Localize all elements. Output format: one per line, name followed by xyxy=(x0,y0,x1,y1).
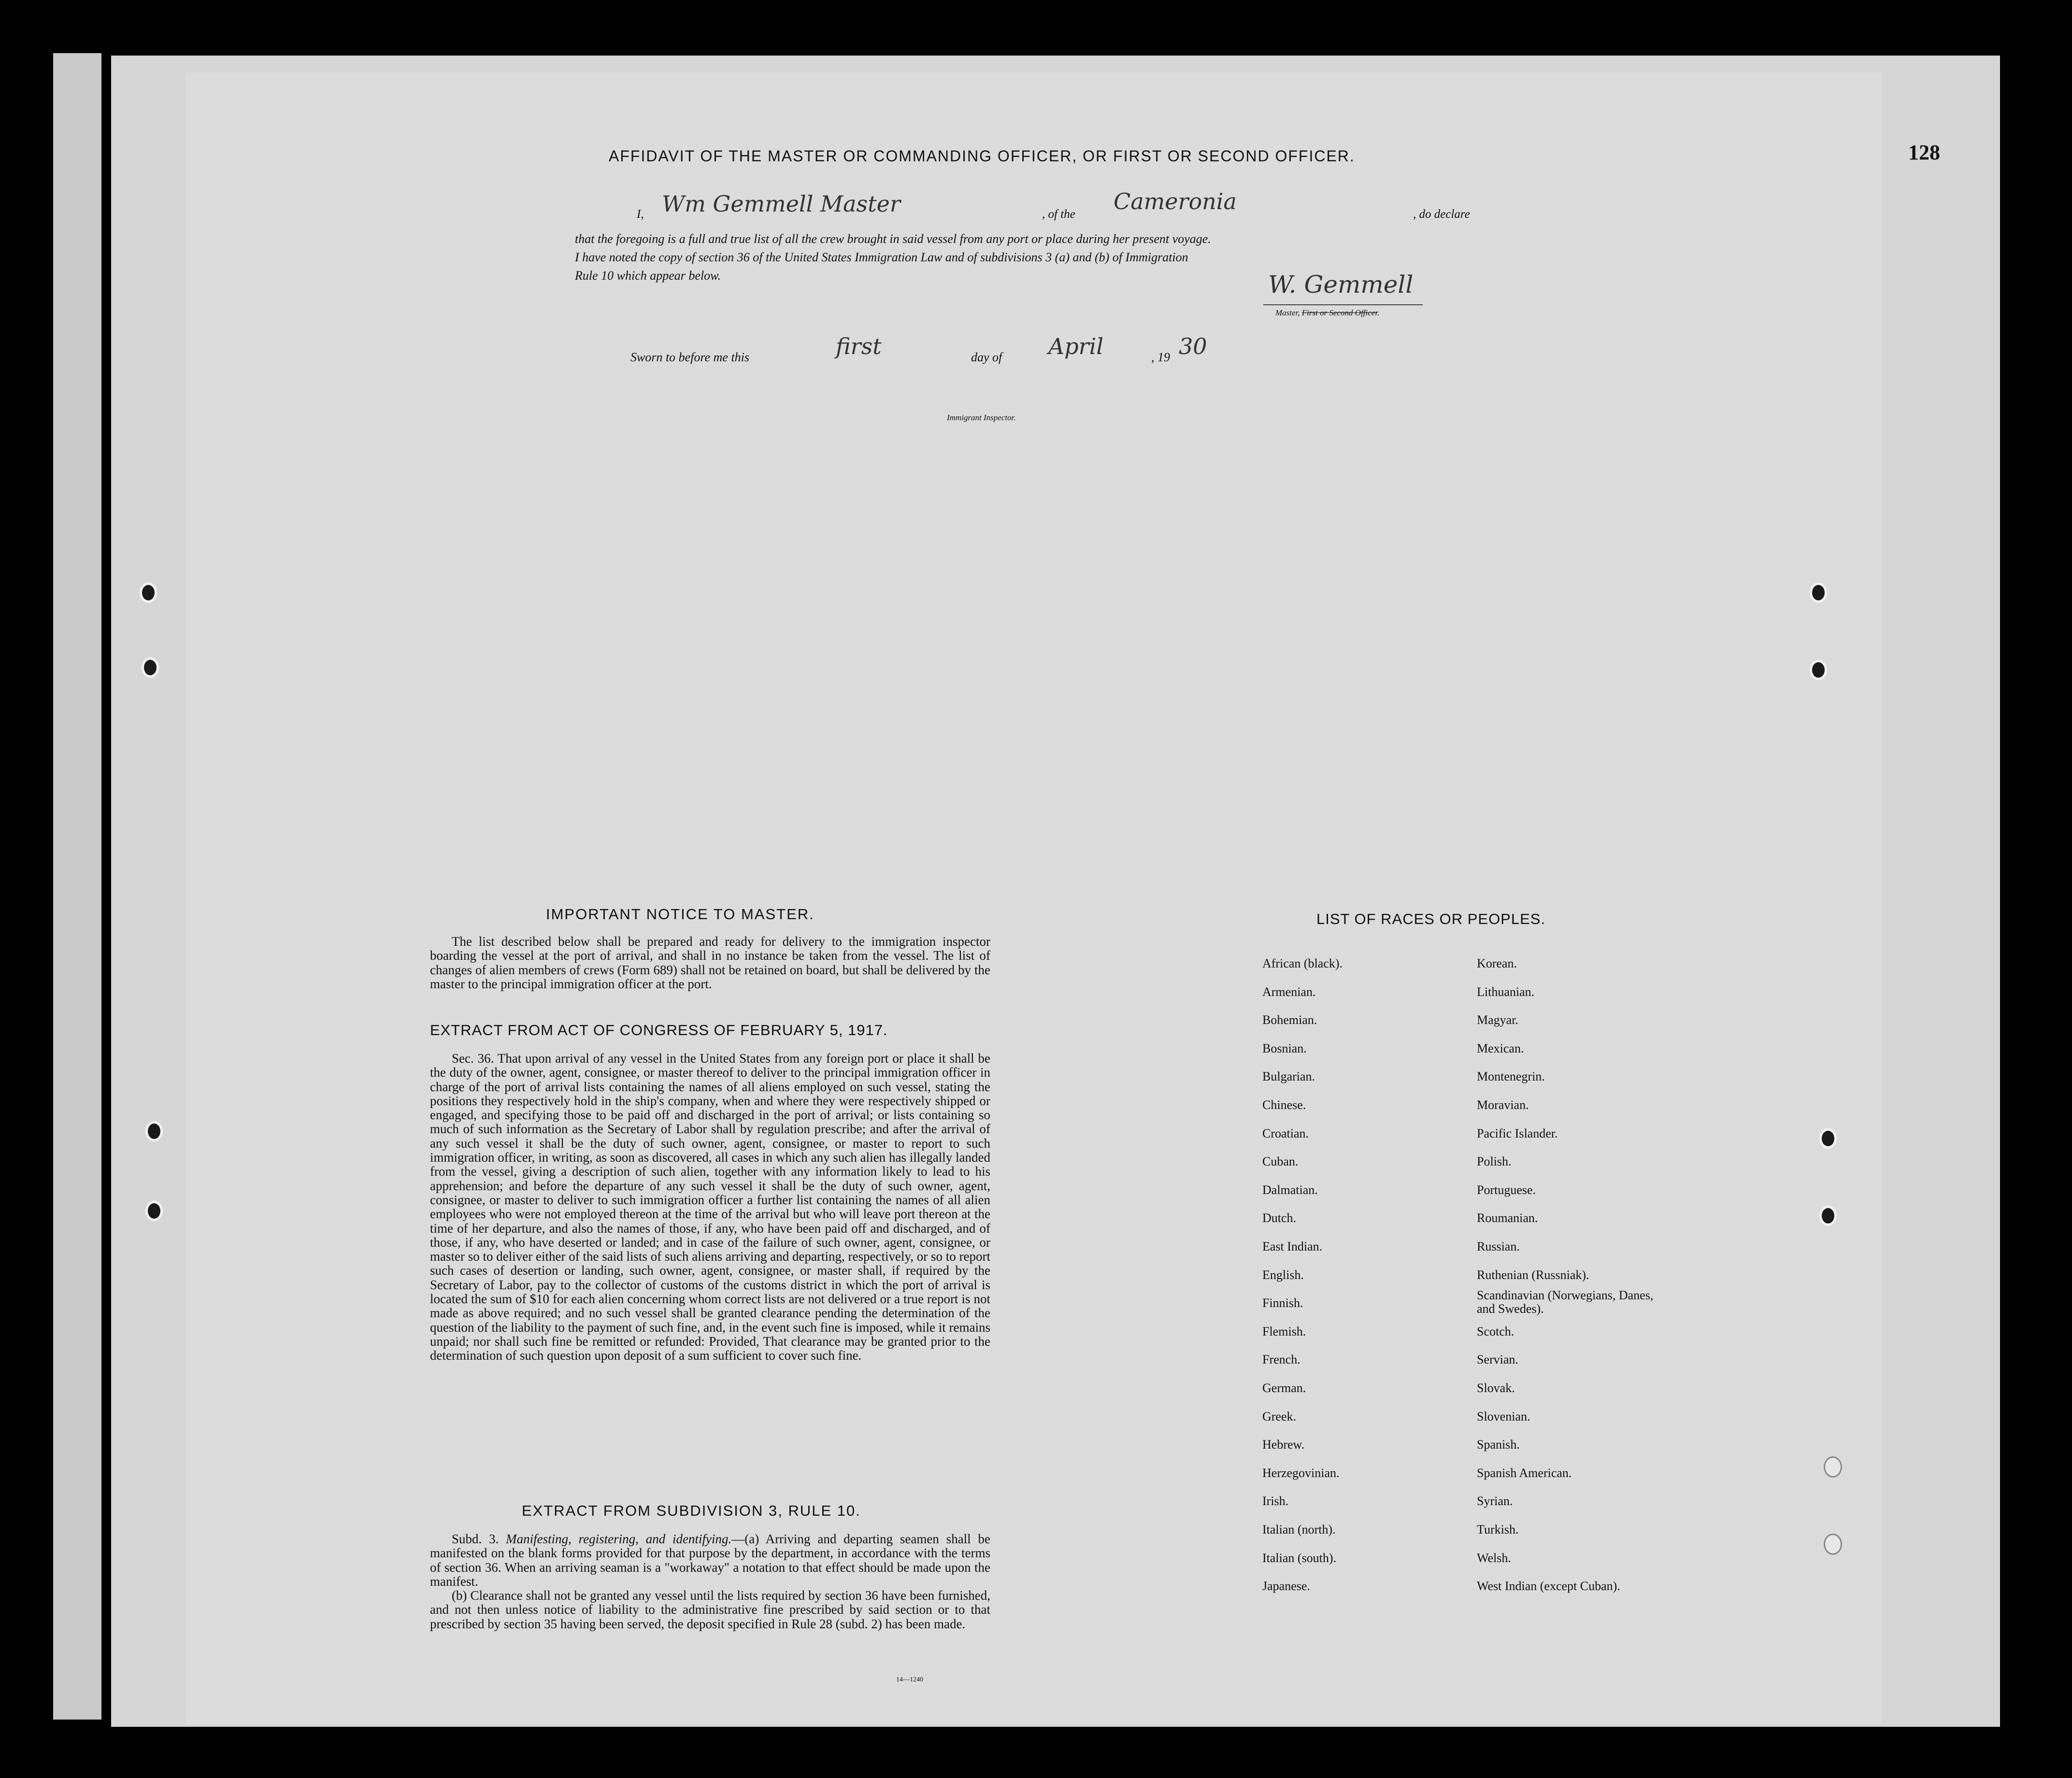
subd-3-text-a: —(a) Arriving and departing seamen shall be manifested on the blank forms provided for that purpose by the department, in accordance with the terms of section 36. When an arriving seaman is a "workaway" a notation to that effect should be made upon the manifest. xyxy=(430,1532,990,1589)
affidavit-i-label: I, xyxy=(637,208,644,221)
year-handwritten: 30 xyxy=(1179,333,1207,359)
race-item: African (black). xyxy=(1262,956,1343,970)
punch-hole xyxy=(1824,1456,1842,1478)
race-item: Spanish American. xyxy=(1477,1465,1572,1480)
sworn-label: Sworn to before me this xyxy=(630,350,750,364)
race-item: Finnish. xyxy=(1262,1296,1303,1310)
race-item: Korean. xyxy=(1477,956,1517,970)
notice-paragraph xyxy=(430,935,990,991)
race-item: Cuban. xyxy=(1262,1154,1299,1169)
extract1-heading: EXTRACT FROM ACT OF CONGRESS OF FEBRUARY 5, 1917. xyxy=(430,1022,888,1038)
race-item: Magyar. xyxy=(1477,1013,1518,1027)
signature-caption xyxy=(1275,308,1379,318)
punch-hole xyxy=(1824,1534,1842,1555)
race-item: Polish. xyxy=(1477,1154,1512,1169)
race-item: Lithuanian. xyxy=(1477,984,1535,999)
race-item: Mexican. xyxy=(1477,1041,1524,1055)
subd-3-text-b: (b) Clearance shall not be granted any vessel until the lists required by section 36 have been furnished, and not then unless notice of liability to the administrative fine prescribed by said section or to that prescribed by section 35 having been served, the deposit specified in Rule 28 (subd. 2) has been made. xyxy=(430,1588,990,1631)
section-36-text: That upon arrival of any vessel in the United States from any foreign port or place it shall be the duty of the owner, agent, consignee, or master thereof to deliver to the principal immigration officer in charge of the port of arrival lists containing the names of all aliens employed on such vessel, stating the positions they respectively hold in the ship's company, when and where they were respectively shipped or engaged, and specifying those to be paid off and discharged in the port of arrival; or lists containing so much of such information as the Secretary of Labor shall by regulation prescribe; and after the arrival of any such vessel it shall be the duty of such owner, agent, consignee, or master to report to such immigration officer, in writing, as soon as discovered, all cases in which any such alien has illegally landed from the vessel, giving a description of such alien, together with any information likely to lead to his apprehension; and before the departure of any such vessel it shall be the duty of such owner, agent, consignee, or master to deliver to such immigration officer a further list containing the names of all alien employees who were not employed thereon at the time of the arrival but who will leave port thereon at the time of her departure, and also the names of those, if any, who have been paid off and discharged, and of those, if any, who have deserted or landed; and in case of the failure of such owner, agent, consignee, or master so to deliver either of the said lists of such aliens arriving and departing, respectively, or so to report such cases of desertion or landing, such owner, agent, consignee, or master shall, if required by the Secretary of Labor, pay to the collector of customs of the customs district in which the port of arrival is located the sum of $10 for each alien concerning whom correct lists are not delivered or a true report is not made as above required; and no such vessel shall be granted clearance pending the determination of the question of the liability to the payment of such fine, and, in the event such fine is imposed, while it remains unpaid; nor shall such fine be remitted or refunded: Provided, That clearance may be granted prior to the determination of such question upon deposit of a sum sufficient to cover such fine. xyxy=(430,1051,991,1363)
race-item: Scandinavian (Norwegians, Danes, and Swedes). xyxy=(1477,1288,1654,1316)
punch-hole xyxy=(1809,582,1828,603)
race-item: Armenian. xyxy=(1262,984,1316,999)
affidavit-line-2: that the foregoing is a full and true list of all the crew brought in said vessel from any port or place during her present voyage. xyxy=(575,232,1211,246)
race-item: Turkish. xyxy=(1477,1522,1519,1536)
punch-hole xyxy=(145,1200,163,1222)
section-36-label: Sec. 36. xyxy=(452,1051,494,1066)
subd-3-title: Manifesting, registering, and identifying. xyxy=(506,1532,732,1546)
race-item: Bosnian. xyxy=(1262,1041,1307,1055)
race-item: Bohemian. xyxy=(1262,1013,1317,1027)
punch-hole xyxy=(141,657,159,678)
race-item: Croatian. xyxy=(1262,1126,1309,1140)
sworn-day-handwritten: first xyxy=(836,333,882,359)
race-item: Flemish. xyxy=(1262,1324,1306,1338)
punch-hole xyxy=(1809,659,1828,681)
sworn-month-handwritten: April xyxy=(1048,333,1104,359)
race-item: Irish. xyxy=(1262,1494,1289,1508)
page-number: 128 xyxy=(1908,141,1940,164)
race-item: Hebrew. xyxy=(1262,1437,1305,1452)
race-item: Portuguese. xyxy=(1477,1182,1536,1197)
race-item: Italian (south). xyxy=(1262,1550,1337,1565)
race-item: Moravian. xyxy=(1477,1098,1529,1112)
race-item: Pacific Islander. xyxy=(1477,1126,1558,1140)
affidavit-of-the-label: , of the xyxy=(1042,208,1075,221)
race-item: Japanese. xyxy=(1262,1579,1310,1593)
race-item: Greek. xyxy=(1262,1409,1297,1423)
race-item: Herzegovinian. xyxy=(1262,1465,1340,1480)
affidavit-line-3: I have noted the copy of section 36 of the United States Immigration Law and of subdivisions 3 (a) and (b) of Immigration xyxy=(575,250,1188,264)
form-number: 14—1240 xyxy=(896,1676,923,1683)
race-item: Welsh. xyxy=(1477,1550,1511,1565)
race-item: Ruthenian (Russniak). xyxy=(1477,1267,1589,1282)
subd-3-label: Subd. 3. xyxy=(452,1532,499,1546)
race-item: West Indian (except Cuban). xyxy=(1477,1579,1620,1593)
signature-caption-suffix: . xyxy=(1377,308,1380,317)
race-item: Chinese. xyxy=(1262,1098,1306,1112)
race-item: Dalmatian. xyxy=(1262,1182,1318,1197)
punch-hole xyxy=(145,1121,163,1142)
race-item: Syrian. xyxy=(1477,1494,1513,1508)
race-item: Russian. xyxy=(1477,1239,1520,1253)
affidavit-line-4: Rule 10 which appear below. xyxy=(575,269,721,283)
affidavit-heading: AFFIDAVIT OF THE MASTER OR COMMANDING OFFICER, OR FIRST OR SECOND OFFICER. xyxy=(609,147,1355,165)
races-heading: LIST OF RACES OR PEOPLES. xyxy=(1316,910,1546,927)
race-item: East Indian. xyxy=(1262,1239,1323,1253)
race-item: Dutch. xyxy=(1262,1211,1297,1225)
punch-hole xyxy=(1819,1205,1837,1226)
inspector-caption: Immigrant Inspector. xyxy=(947,413,1016,422)
binder-edge xyxy=(53,53,101,1720)
punch-hole xyxy=(1819,1128,1837,1149)
master-signature: W. Gemmell xyxy=(1268,270,1414,299)
punch-hole xyxy=(139,582,157,603)
document-page xyxy=(186,72,1940,1724)
year-prefix: , 19 xyxy=(1151,350,1170,364)
race-item: Slovenian. xyxy=(1477,1409,1530,1423)
signature-caption-struck: First or Second Officer xyxy=(1301,308,1378,317)
race-item: Italian (north). xyxy=(1262,1522,1336,1536)
extract1-paragraph xyxy=(430,1052,990,1363)
signature-caption-prefix: Master, xyxy=(1275,308,1300,317)
master-signature-line xyxy=(1263,304,1423,305)
extract2-heading: EXTRACT FROM SUBDIVISION 3, RULE 10. xyxy=(522,1502,861,1519)
race-item: English. xyxy=(1262,1267,1304,1282)
day-of-label: day of xyxy=(971,350,1002,364)
race-item: Roumanian. xyxy=(1477,1211,1538,1225)
race-item: Scotch. xyxy=(1477,1324,1515,1338)
race-item: Bulgarian. xyxy=(1262,1069,1315,1084)
race-item: Montenegrin. xyxy=(1477,1069,1545,1084)
affidavit-do-declare: , do declare xyxy=(1413,208,1470,221)
vessel-name-handwritten: Cameronia xyxy=(1114,188,1237,214)
race-item: Spanish. xyxy=(1477,1437,1520,1452)
master-name-handwritten: Wm Gemmell Master xyxy=(662,191,900,217)
extract2-paragraph xyxy=(430,1532,990,1631)
race-item: French. xyxy=(1262,1352,1300,1367)
race-item: German. xyxy=(1262,1381,1306,1395)
notice-text: The list described below shall be prepared and ready for delivery to the immigration inspector boarding the vessel at the port of arrival, and shall in no instance be taken from the vessel. The list of changes of alien members of crews (Form 689) shall not be retained on board, but shall be delivered by the master to the principal immigration officer at the port. xyxy=(430,934,990,991)
race-item: Slovak. xyxy=(1477,1381,1515,1395)
race-item: Servian. xyxy=(1477,1352,1518,1367)
notice-heading: IMPORTANT NOTICE TO MASTER. xyxy=(546,906,815,923)
